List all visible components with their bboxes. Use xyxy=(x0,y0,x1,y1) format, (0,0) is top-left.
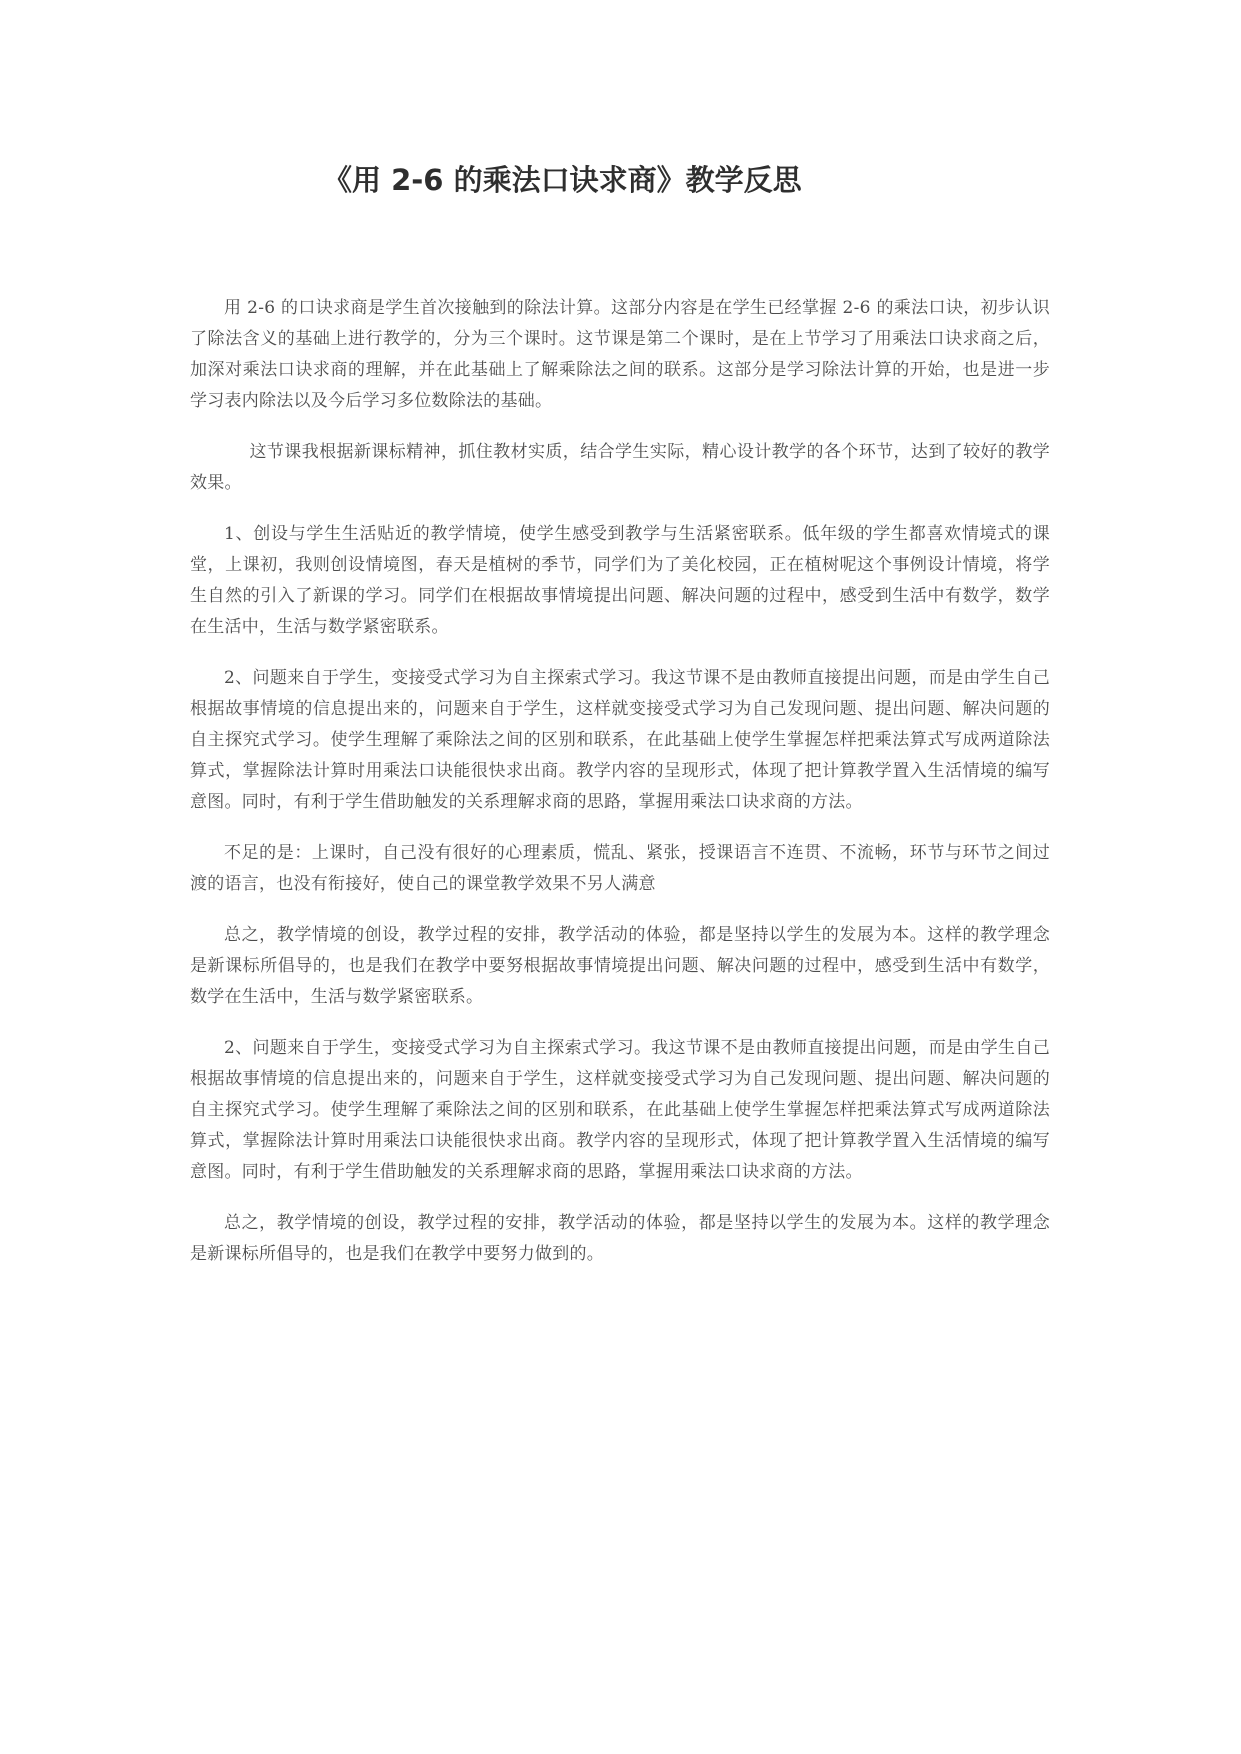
paragraph-shortcomings: 不足的是：上课时，自己没有很好的心理素质，慌乱、紧张，授课语言不连贯、不流畅，环节与环节之间过渡的语言，也没有衔接好，使自己的课堂教学效果不另人满意 xyxy=(190,843,1050,894)
paragraph-point-2-repeat: 2、问题来自于学生，变接受式学习为自主探索式学习。我这节课不是由教师直接提出问题，而是由学生自己根据故事情境的信息提出来的，问题来自于学生，这样就变接受式学习为自己发现问题、提出问题、解决问题的自主探究式学习。使学生理解了乘除法之间的区别和联系，在此基础上使学生掌握怎样把乘法算式写成两道除法算式，掌握除法计算时用乘法口诀能很快求出商。教学内容的呈现形式，体现了把计算教学置入生活情境的编写意图。同时，有利于学生借助触发的关系理解求商的思路，掌握用乘法口诀求商的方法。 xyxy=(190,1038,1050,1182)
paragraph-point-1: 1、创设与学生生活贴近的教学情境，使学生感受到教学与生活紧密联系。低年级的学生都喜欢情境式的课堂，上课初，我则创设情境图，春天是植树的季节，同学们为了美化校园，正在植树呢这个事例设计情境，将学生自然的引入了新课的学习。同学们在根据故事情境提出问题、解决问题的过程中，感受到生活中有数学，数学在生活中，生活与数学紧密联系。 xyxy=(190,524,1050,637)
paragraph-summary-effect: 这节课我根据新课标精神，抓住教材实质，结合学生实际，精心设计教学的各个环节，达到了较好的教学效果。 xyxy=(190,442,1050,493)
paragraph-conclusion: 总之，教学情境的创设，教学过程的安排，教学活动的体验，都是坚持以学生的发展为本。这样的教学理念是新课标所倡导的，也是我们在教学中要努力做到的。 xyxy=(190,1213,1050,1264)
paragraph-intro: 用 2-6 的口诀求商是学生首次接触到的除法计算。这部分内容是在学生已经掌握 2-6 的乘法口诀，初步认识了除法含义的基础上进行教学的，分为三个课时。这节课是第二个课时，是在上节学习了用乘法口诀求商之后，加深对乘法口诀求商的理解，并在此基础上了解乘除法之间的联系。这部分是学习除法计算的开始，也是进一步学习表内除法以及今后学习多位数除法的基础。 xyxy=(190,298,1050,411)
document-title: 《用 2-6 的乘法口诀求商》教学反思 xyxy=(323,163,802,197)
document-body xyxy=(190,293,1050,1290)
paragraph-conclusion-draft: 总之，教学情境的创设，教学过程的安排，教学活动的体验，都是坚持以学生的发展为本。这样的教学理念是新课标所倡导的，也是我们在教学中要努根据故事情境提出问题、解决问题的过程中，感受到生活中有数学，数学在生活中，生活与数学紧密联系。 xyxy=(190,925,1050,1007)
paragraph-point-2: 2、问题来自于学生，变接受式学习为自主探索式学习。我这节课不是由教师直接提出问题，而是由学生自己根据故事情境的信息提出来的，问题来自于学生，这样就变接受式学习为自己发现问题、提出问题、解决问题的自主探究式学习。使学生理解了乘除法之间的区别和联系，在此基础上使学生掌握怎样把乘法算式写成两道除法算式，掌握除法计算时用乘法口诀能很快求出商。教学内容的呈现形式，体现了把计算教学置入生活情境的编写意图。同时，有利于学生借助触发的关系理解求商的思路，掌握用乘法口诀求商的方法。 xyxy=(190,668,1050,812)
